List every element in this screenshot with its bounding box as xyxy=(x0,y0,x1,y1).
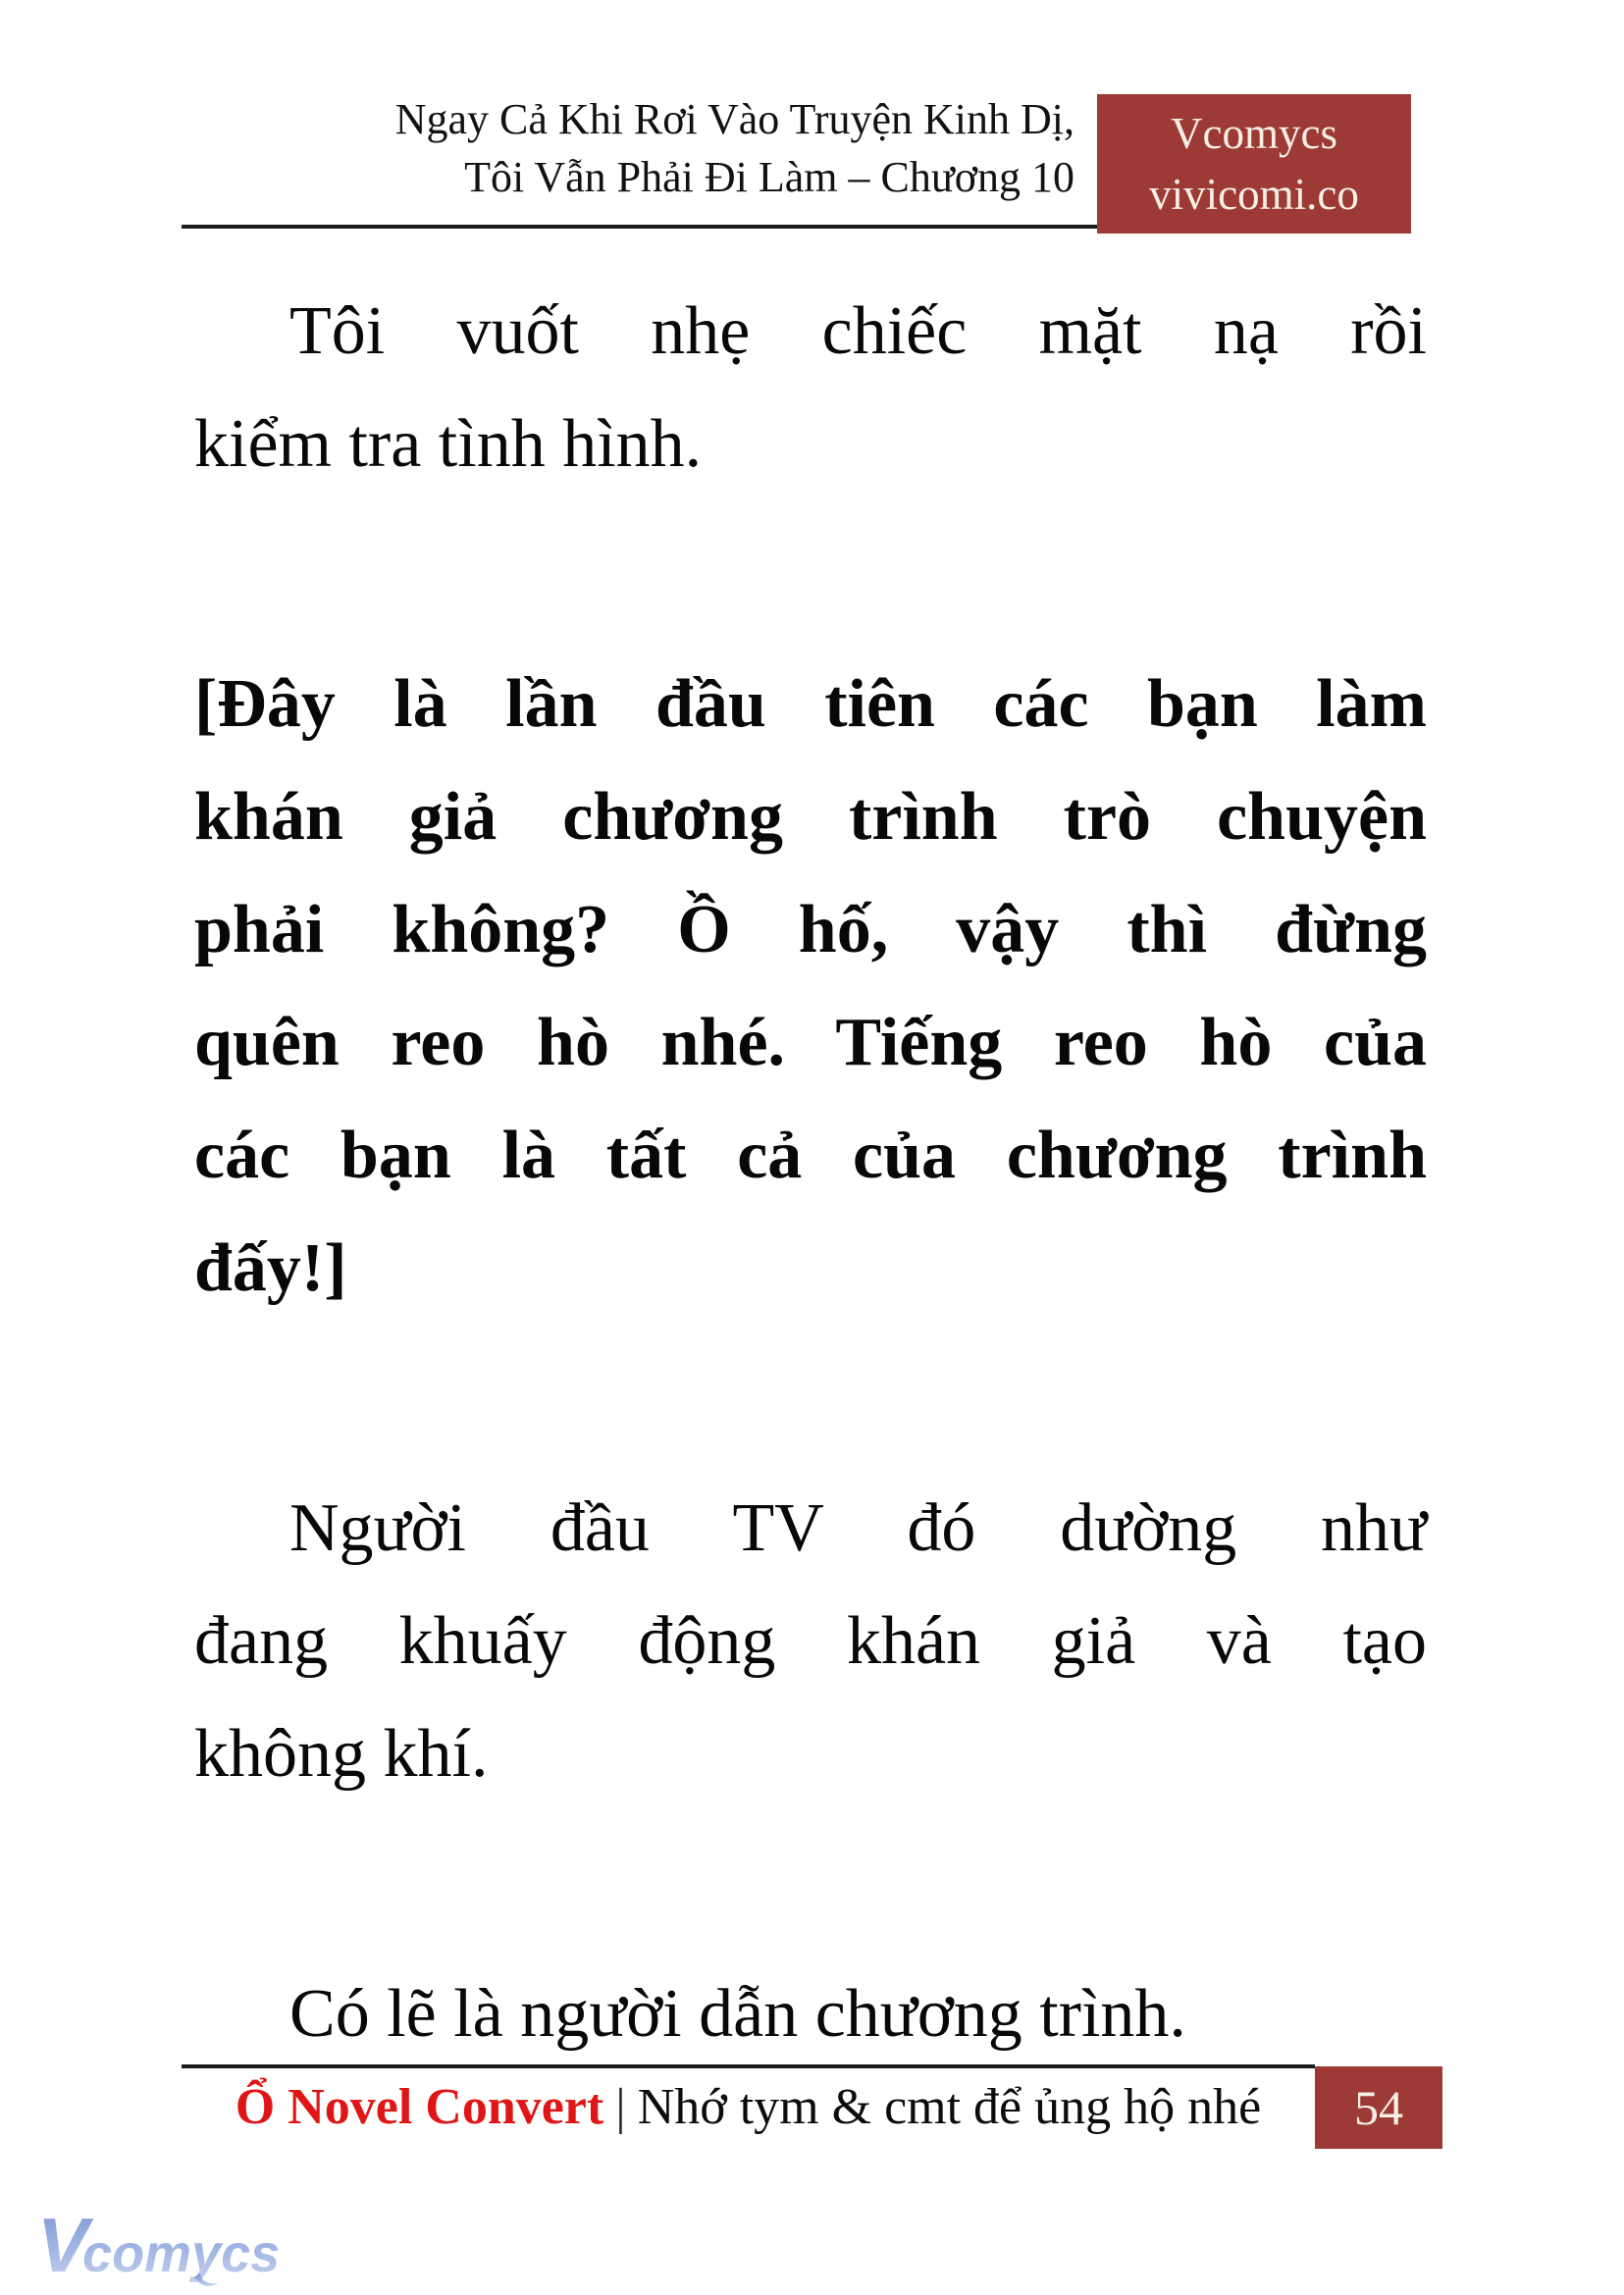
text-line: phải không? Ồ hố, vậy thì đừng xyxy=(194,892,1427,967)
site-badge xyxy=(1097,94,1411,234)
text-line: khán giả chương trình trò chuyện xyxy=(194,779,1427,855)
text-line: không khí. xyxy=(194,1716,489,1792)
site-badge-name: Vcomycs xyxy=(1171,109,1337,158)
text-line: Tôi vuốt nhẹ chiếc mặt nạ rồi xyxy=(289,293,1427,369)
text-line: [Đây là lần đầu tiên các bạn làm xyxy=(194,666,1427,742)
chapter-title xyxy=(186,90,1074,206)
footer-bar xyxy=(182,2076,1315,2139)
body-text xyxy=(194,275,1427,2070)
chapter-title-line1: Ngay Cả Khi Rơi Vào Truyện Kinh Dị, xyxy=(394,95,1074,143)
site-badge-url: vivicomi.co xyxy=(1149,170,1359,219)
vcomycs-watermark-logo xyxy=(20,2201,334,2291)
paragraph xyxy=(194,1957,1427,2070)
chapter-title-line2: Tôi Vẫn Phải Đi Làm – Chương 10 xyxy=(464,153,1074,201)
footer-divider xyxy=(182,2064,1315,2068)
watermark-rest: comycs xyxy=(82,2224,281,2283)
text-line: các bạn là tất cả của chương trình xyxy=(194,1118,1427,1193)
page-number-badge xyxy=(1315,2066,1442,2149)
svg-text:Vcomycs xyxy=(37,2202,280,2288)
paragraph xyxy=(194,275,1427,500)
text-line: quên reo hò nhé. Tiếng reo hò của xyxy=(194,1005,1427,1080)
header-divider xyxy=(182,225,1097,229)
text-line: đang khuấy động khán giả và tạo xyxy=(194,1603,1427,1679)
text-line: kiểm tra tình hình. xyxy=(194,406,703,482)
text-line: đấy!] xyxy=(194,1230,347,1306)
text-line: Người đầu TV đó dường như xyxy=(289,1490,1427,1566)
text-line: Có lẽ là người dẫn chương trình. xyxy=(289,1976,1186,2052)
page-number: 54 xyxy=(1354,2080,1403,2135)
paragraph xyxy=(194,648,1427,1325)
paragraph xyxy=(194,1472,1427,1810)
footer-separator: | xyxy=(615,2079,626,2135)
footer-brand: Ổ Novel Convert xyxy=(235,2079,604,2135)
watermark-letter-v: V xyxy=(37,2202,89,2288)
footer-note: Nhớ tym & cmt để ủng hộ nhé xyxy=(637,2079,1262,2135)
